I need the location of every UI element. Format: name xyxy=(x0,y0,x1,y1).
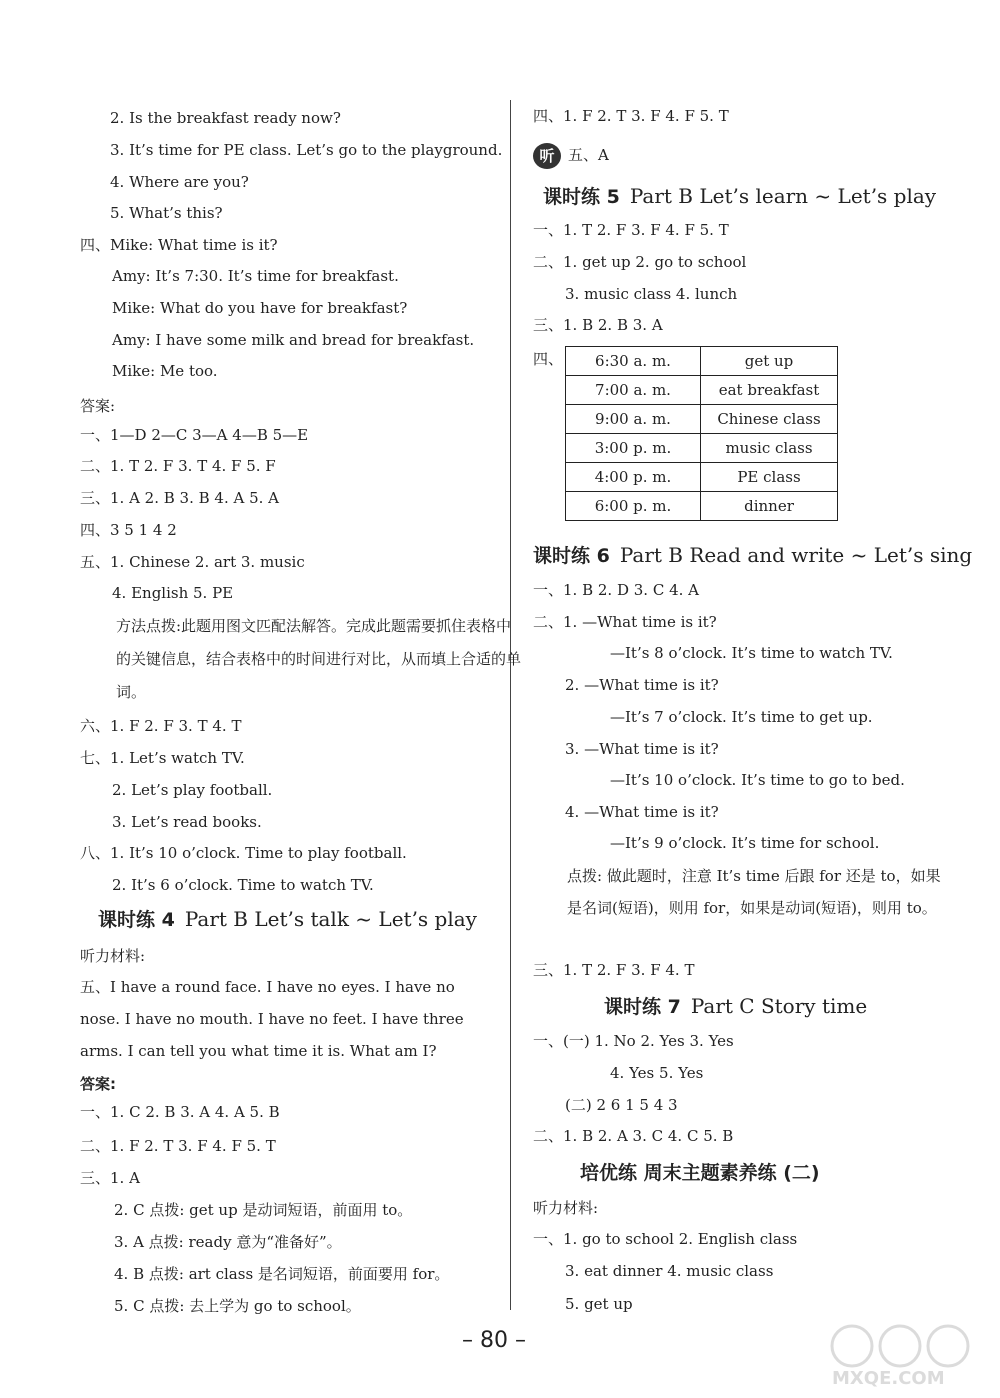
method-note-text: 方法点拨:此题用图文匹配法解答。完成此题需要抓住表格中的关键信息，结合表格中的时间进行对比，从而填上合适的单词。 xyxy=(116,617,522,701)
heading-lesson-7-cn: 课时练 7 xyxy=(604,996,681,1018)
right-line: 4. —What time is it? xyxy=(565,803,719,821)
schedule-time: 4:00 p. m. xyxy=(566,463,701,492)
right-line: 听力材料: xyxy=(533,1199,599,1217)
right-line: 四、 xyxy=(533,350,564,368)
left-line: 三、1. A 2. B 3. B 4. A 5. A xyxy=(80,489,280,507)
left-line: 5. What’s this? xyxy=(110,204,223,222)
left-line: 4. B 点拨: art class 是名词短语，前面要用 for。 xyxy=(114,1265,450,1283)
listening-text xyxy=(80,971,485,1067)
left-line: Mike: Me too. xyxy=(112,362,218,380)
left-line: 四、3 5 1 4 2 xyxy=(80,521,177,539)
right-line: 3. eat dinner 4. music class xyxy=(565,1262,774,1280)
schedule-time: 3:00 p. m. xyxy=(566,434,701,463)
table-row xyxy=(566,405,838,434)
left-line: 四、Mike: What time is it? xyxy=(80,236,278,254)
right-line: (二) 2 6 1 5 4 3 xyxy=(565,1096,678,1114)
left-line: 5. C 点拨: 去上学为 go to school。 xyxy=(114,1297,361,1315)
right-line: —It’s 8 o’clock. It’s time to watch TV. xyxy=(610,644,893,662)
table-row xyxy=(566,434,838,463)
left-line: 听力材料: xyxy=(80,947,146,965)
left-line: 4. Where are you? xyxy=(110,173,249,191)
right-line: 一、1. B 2. D 3. C 4. A xyxy=(533,581,699,599)
left-line: 2. Is the breakfast ready now? xyxy=(110,109,341,127)
listening-text-body: 五、I have a round face. I have no eyes. I have no nose. I have no mouth. I have no feet. I have three arms. I can tell you what time it is. What am I? xyxy=(80,978,464,1060)
watermark-logo xyxy=(820,1320,990,1390)
left-line: 答案: xyxy=(80,397,116,415)
heading-peiyou: 培优练 周末主题素养练 (二) xyxy=(580,1162,820,1184)
heading-lesson-5-cn: 课时练 5 xyxy=(543,186,620,208)
right-line: —It’s 9 o’clock. It’s time for school. xyxy=(610,834,880,852)
right-line: 一、1. T 2. F 3. F 4. F 5. T xyxy=(533,221,729,239)
schedule-time: 6:30 a. m. xyxy=(566,347,701,376)
schedule-time: 6:00 p. m. xyxy=(566,492,701,521)
heading-lesson-7 xyxy=(604,993,867,1020)
left-line: 七、1. Let’s watch TV. xyxy=(80,749,245,767)
schedule-activity: dinner xyxy=(701,492,838,521)
right-line: 一、1. go to school 2. English class xyxy=(533,1230,798,1248)
schedule-activity: PE class xyxy=(701,463,838,492)
table-row xyxy=(566,463,838,492)
right-line: 4. Yes 5. Yes xyxy=(610,1064,704,1082)
listen-icon: 听 xyxy=(533,143,561,169)
watermark-text: MXQE.COM xyxy=(832,1368,945,1389)
schedule-activity: get up xyxy=(701,347,838,376)
schedule-time: 9:00 a. m. xyxy=(566,405,701,434)
right-line: 三、1. B 2. B 3. A xyxy=(533,316,663,334)
left-line: 3. A 点拨: ready 意为“准备好”。 xyxy=(114,1233,342,1251)
schedule-activity: eat breakfast xyxy=(701,376,838,405)
right-line: —It’s 10 o’clock. It’s time to go to bed. xyxy=(610,771,905,789)
left-line: 3. Let’s read books. xyxy=(112,813,262,831)
left-line: 2. It’s 6 o’clock. Time to watch TV. xyxy=(112,876,374,894)
left-line: 二、1. T 2. F 3. T 4. F 5. F xyxy=(80,457,276,475)
heading-lesson-4-cn: 课时练 4 xyxy=(98,909,175,931)
heading-lesson-4 xyxy=(98,906,477,933)
schedule-table xyxy=(565,346,838,521)
right-line: 四、1. F 2. T 3. F 4. F 5. T xyxy=(533,107,729,125)
right-line: 3. music class 4. lunch xyxy=(565,285,738,303)
right-line: 5. get up xyxy=(565,1295,633,1313)
schedule-activity: Chinese class xyxy=(701,405,838,434)
heading-lesson-4-en: Part B Let’s talk ~ Let’s play xyxy=(184,907,477,931)
schedule-time: 7:00 a. m. xyxy=(566,376,701,405)
left-line: 4. English 5. PE xyxy=(112,584,234,602)
left-line: 3. It’s time for PE class. Let’s go to the playground. xyxy=(110,141,503,159)
heading-lesson-5-en: Part B Let’s learn ~ Let’s play xyxy=(629,184,937,208)
heading-lesson-6-cn: 课时练 6 xyxy=(533,545,610,567)
right-line: 一、(一) 1. No 2. Yes 3. Yes xyxy=(533,1032,734,1050)
right-line: 二、1. B 2. A 3. C 4. C 5. B xyxy=(533,1127,734,1145)
schedule-activity: music class xyxy=(701,434,838,463)
answer-label: 答案: xyxy=(80,1075,116,1093)
right-line: 三、1. T 2. F 3. F 4. T xyxy=(533,961,695,979)
page-number: – 80 – xyxy=(462,1328,526,1353)
left-line: 一、1. C 2. B 3. A 4. A 5. B xyxy=(80,1103,280,1121)
right-line: 二、1. —What time is it? xyxy=(533,613,717,631)
heading-lesson-6-en: Part B Read and write ~ Let’s sing xyxy=(619,543,973,567)
tip-note-text: 点拨: 做此题时，注意 It’s time 后跟 for 还是 to，如果是名词(短语)，则用 for，如果是动词(短语)，则用 to。 xyxy=(567,867,941,917)
right-line: 二、1. get up 2. go to school xyxy=(533,253,747,271)
method-note xyxy=(116,610,521,709)
left-line: 2. Let’s play football. xyxy=(112,781,273,799)
left-line: 八、1. It’s 10 o’clock. Time to play football. xyxy=(80,844,407,862)
left-line: 六、1. F 2. F 3. T 4. T xyxy=(80,717,242,735)
right-line: 五、A xyxy=(568,146,609,164)
table-row xyxy=(566,347,838,376)
right-line: —It’s 7 o’clock. It’s time to get up. xyxy=(610,708,873,726)
left-line: Mike: What do you have for breakfast? xyxy=(112,299,408,317)
heading-lesson-5 xyxy=(543,183,936,210)
left-line: Amy: I have some milk and bread for breakfast. xyxy=(112,331,475,349)
left-line: 三、1. A xyxy=(80,1169,140,1187)
left-line: 二、1. F 2. T 3. F 4. F 5. T xyxy=(80,1137,276,1155)
tip-note xyxy=(567,860,947,924)
right-line: 2. —What time is it? xyxy=(565,676,719,694)
right-line: 3. —What time is it? xyxy=(565,740,719,758)
heading-lesson-7-en: Part C Story time xyxy=(690,994,868,1018)
table-row xyxy=(566,376,838,405)
left-line: 2. C 点拨: get up 是动词短语，前面用 to。 xyxy=(114,1201,413,1219)
left-line: 一、1—D 2—C 3—A 4—B 5—E xyxy=(80,426,309,444)
heading-lesson-6 xyxy=(533,542,972,569)
table-row xyxy=(566,492,838,521)
left-line: 五、1. Chinese 2. art 3. music xyxy=(80,553,305,571)
left-line: Amy: It’s 7:30. It’s time for breakfast. xyxy=(112,267,399,285)
